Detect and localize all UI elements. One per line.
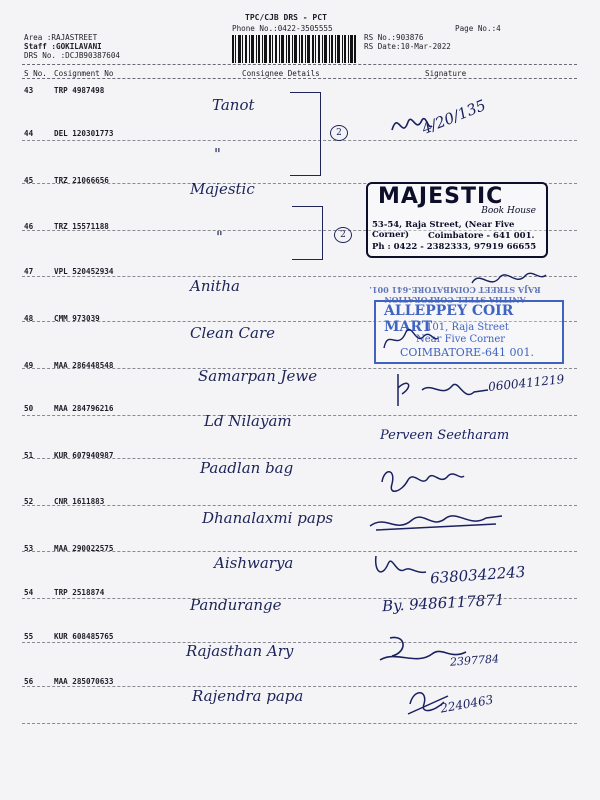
row-consignment: TRZ 15571188 [54, 222, 109, 231]
row-sno: 51 [24, 451, 34, 460]
group-bracket [292, 206, 323, 260]
rs-date: RS Date:10-Mar-2022 [364, 42, 451, 51]
signature-56: 2240463 [439, 692, 495, 716]
row-consignee: Tanot [212, 96, 255, 114]
row-sno: 49 [24, 361, 34, 370]
stamp-address: 53-54, Raja Street, (Near Five Corner) [372, 220, 515, 240]
page-number: Page No.:4 [455, 24, 501, 33]
signature-scribble [392, 368, 492, 412]
column-header-consignee: Consignee Details [242, 69, 320, 78]
signature-55: 2397784 [449, 652, 500, 669]
row-consignment: CNR 1611883 [54, 497, 105, 506]
signature-scribble [366, 506, 506, 536]
row-consignee: Dhanalaxmi paps [202, 509, 334, 527]
row-sno: 55 [24, 632, 34, 641]
signature-54: By. 9486117871 [381, 590, 505, 616]
row-consignment: MAA 290022575 [54, 544, 114, 553]
stamp-line: 101, Raja Street [426, 322, 509, 333]
table-row [0, 677, 600, 737]
header-phone: Phone No.:0422-3505555 [232, 24, 333, 33]
row-sno: 54 [24, 588, 34, 597]
barcode-icon [232, 35, 356, 63]
row-consignee: Ld Nilayam [204, 412, 292, 430]
row-consignee: Samarpan Jewe [198, 367, 318, 385]
row-sno: 45 [24, 176, 34, 185]
row-consignment: KUR 607940987 [54, 451, 114, 460]
row-consignee: " [216, 228, 223, 246]
circled-count: 2 [330, 125, 348, 141]
signature-50: Perveen Seetharam [380, 428, 510, 443]
row-consignment: CMM 973039 [54, 314, 100, 323]
row-consignee: Majestic [190, 180, 255, 198]
row-consignment: DEL 120301773 [54, 129, 114, 138]
row-sno: 46 [24, 222, 34, 231]
stamp-line: Near Five Corner [416, 334, 506, 345]
row-sno: 44 [24, 129, 34, 138]
area-label: Area :RAJASTREET [24, 33, 98, 42]
row-consignment: MAA 284796216 [54, 404, 114, 413]
row-consignment: TRP 4987498 [54, 86, 105, 95]
row-consignment: MAA 285070633 [54, 677, 114, 686]
signature-scribble [470, 265, 550, 295]
circled-count: 2 [334, 227, 352, 243]
row-consignment: TRP 2518874 [54, 588, 105, 597]
row-consignee: Rajasthan Ary [186, 642, 294, 660]
rs-number: RS No.:903876 [364, 33, 424, 42]
column-header-sno: S No. [24, 69, 47, 78]
signature-scribble [380, 322, 440, 356]
row-consignee: " [214, 145, 221, 163]
row-sno: 50 [24, 404, 34, 413]
row-consignment: MAA 286448548 [54, 361, 114, 370]
stamp-name: MAJESTIC [378, 184, 504, 209]
group-bracket [290, 92, 321, 176]
signature-scribble [378, 462, 468, 500]
row-consignee: Rajendra papa [192, 687, 304, 705]
stamp-phone: Ph : 0422 - 2382333, 97919 66655 [372, 242, 537, 252]
stamp-name: ALLEPPEY COIR MART [384, 303, 514, 335]
row-consignee: Pandurange [190, 596, 282, 614]
row-consignee: Paadlan bag [200, 459, 294, 477]
row-consignee: Clean Care [190, 324, 275, 342]
stamp-line: COIMBATORE-641 001. [400, 346, 535, 359]
row-sno: 47 [24, 267, 34, 276]
header-divider [22, 78, 577, 79]
header-divider [22, 64, 577, 65]
signature-43: 4/20/135 [419, 96, 489, 138]
row-sno: 52 [24, 497, 34, 506]
column-header-consignment: Cosignment No [54, 69, 114, 78]
signature-49: 0600411219 [487, 372, 565, 394]
majestic-stamp [366, 182, 548, 258]
row-sno: 56 [24, 677, 34, 686]
row-consignee: Aishwarya [214, 554, 294, 572]
row-consignment: KUR 608485765 [54, 632, 114, 641]
row-consignment: TRZ 21066656 [54, 176, 109, 185]
stamp-line: ANITHA STEEL CORPORATION [384, 295, 526, 305]
stamp-city: Coimbatore - 641 001. [428, 231, 535, 241]
stamp-line: RAJA STREET COIMBATORE-641 001. [369, 285, 541, 295]
signature-scribble [370, 548, 430, 582]
drs-number: DRS No. :DCJB90387604 [24, 51, 121, 60]
column-header-signature: Signature [425, 69, 467, 78]
row-sno: 43 [24, 86, 34, 95]
document-title: TPC/CJB DRS - PCT [245, 13, 327, 22]
stamp-sub: Book House [481, 206, 536, 216]
row-sno: 48 [24, 314, 34, 323]
row-divider [22, 723, 577, 724]
signature-53: 6380342243 [429, 562, 526, 588]
row-consignment: VPL 520452934 [54, 267, 114, 276]
row-sno: 53 [24, 544, 34, 553]
staff-label: Staff :GOKILAVANI [24, 42, 102, 51]
row-consignee: Anitha [190, 277, 240, 295]
